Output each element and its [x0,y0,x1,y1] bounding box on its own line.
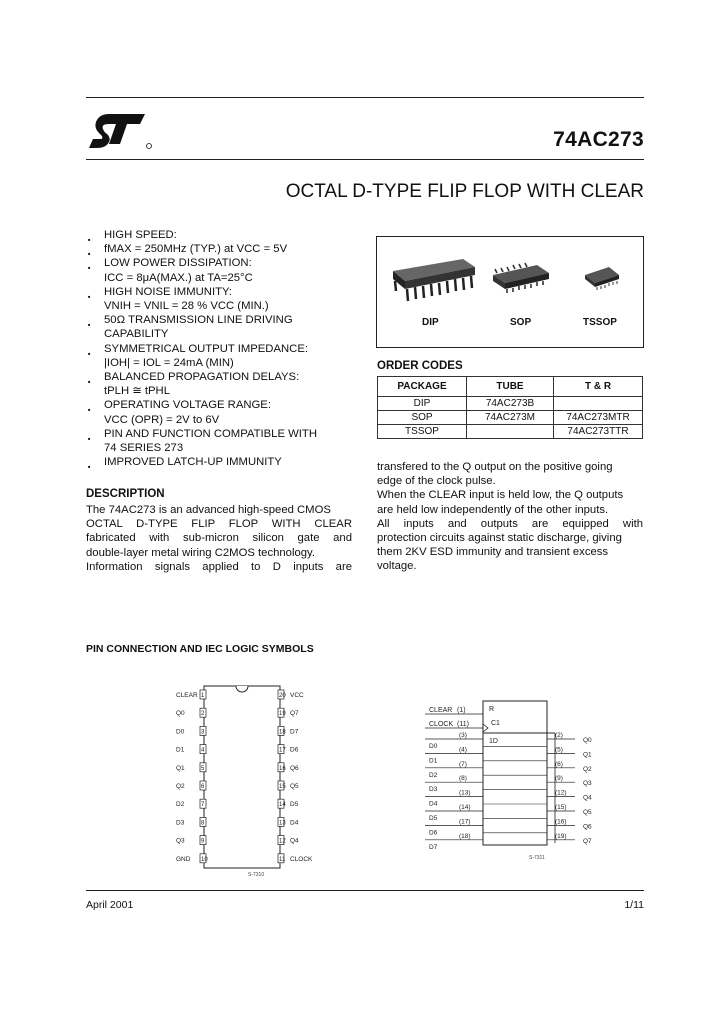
dip-package-icon [393,259,475,301]
pin-label-right: VCC [290,692,304,699]
text-line: fabricated with sub-micron silicon gate and [86,532,352,545]
iec-d-label: D7 [429,843,438,851]
pin-number-right: 15 [279,784,286,790]
pin-number-right: 11 [279,856,286,863]
feature-list [86,228,356,469]
text-line: The 74AC273 is an advanced high-speed CMOS [86,504,331,516]
table-header-row [378,377,643,397]
table-cell: 74AC273TTR [554,425,643,439]
bullet-icon: ■ [88,379,91,385]
bullet-icon: ■ [88,322,91,328]
iec-block-label: 1D [489,738,498,745]
pin-label-right: Q6 [290,764,299,772]
bullet-icon: ■ [88,293,91,299]
iec-d-label: D2 [429,771,438,779]
iec-q-label: Q1 [583,751,592,759]
feature-text: ICC = 8μA(MAX.) at TA=25°C [104,271,253,284]
package-drawings [377,237,643,347]
table-row [378,425,643,439]
diagram-code: S-7310 [248,872,265,878]
iec-d-label: D5 [429,815,438,822]
column-header: TUBE [467,377,554,397]
feature-item [86,271,356,285]
iec-q-label: Q7 [583,837,592,845]
pin-number-left: 9 [201,838,205,845]
iec-q-num: (15) [555,804,567,811]
pin-label-right: D7 [290,728,299,736]
iec-block-label: C1 [491,720,500,727]
iec-q-label: Q2 [583,765,592,773]
iec-q-num: (9) [555,775,563,783]
feature-text: CAPABILITY [104,328,169,341]
feature-item [86,313,356,327]
feature-item [86,455,356,469]
pin-number-right: 17 [279,747,286,754]
feature-item [86,398,356,412]
iec-block-label: R [489,706,495,713]
iec-input-num: (1) [457,707,466,714]
bullet-icon: ■ [88,251,91,257]
feature-text: VNIH = VNIL = 28 % VCC (MIN.) [104,300,269,313]
feature-text: LOW POWER DISSIPATION: [104,257,252,270]
iec-d-num: (4) [459,746,467,754]
feature-item [86,384,356,398]
feature-item [86,299,356,313]
feature-item [86,370,356,384]
package-label-dip: DIP [422,317,439,328]
feature-text: fMAX = 250MHz (TYP.) at VCC = 5V [104,243,288,256]
iec-input-label: CLEAR [429,707,453,714]
iec-q-label: Q3 [583,780,592,788]
iec-q-num: (12) [555,789,567,797]
column-header: PACKAGE [378,377,467,397]
description-right [377,460,643,574]
pin-label-left: CLEAR [176,692,198,699]
pin-number-left: 10 [201,856,208,863]
iec-d-num: (17) [459,818,471,826]
iec-q-num: (19) [555,832,567,840]
document-title: OCTAL D-TYPE FLIP FLOP WITH CLEAR [285,181,644,202]
package-label-tssop: TSSOP [583,317,617,328]
iec-d-num: (3) [459,732,467,739]
bullet-icon: ■ [88,265,91,271]
tssop-package-icon [585,267,619,290]
feature-text: IMPROVED LATCH-UP IMMUNITY [104,456,282,469]
pin-number-right: 20 [279,693,286,699]
pin-label-right: Q7 [290,710,299,718]
feature-item [86,327,356,341]
pin-label-left: Q3 [176,837,185,845]
iec-q-num: (2) [555,732,563,739]
text-line: All inputs and outputs are equipped with [377,517,643,530]
feature-item [86,242,356,256]
bullet-icon: ■ [88,350,91,356]
iec-d-label: D0 [429,743,438,750]
pin-label-right: CLOCK [290,855,313,863]
text-line: are held low independently of the other inputs. [377,503,609,516]
feature-item [86,285,356,299]
iec-d-num: (7) [459,760,467,768]
text-line: OCTAL D-TYPE FLIP FLOP WITH CLEAR [86,518,352,531]
order-codes-table [377,376,643,439]
bullet-icon: ■ [88,237,91,242]
pin-number-left: 7 [201,802,205,809]
pin-label-left: D3 [176,819,185,827]
pin-label-left: D2 [176,801,185,809]
table-cell: 74AC273M [467,411,554,425]
table-cell [554,397,643,411]
pin-number-right: 13 [279,820,286,827]
pin-number-right: 14 [279,802,286,809]
pin-label-right: D6 [290,746,299,754]
feature-item [86,427,356,441]
iec-q-label: Q0 [583,737,592,744]
feature-text: tPLH ≅ tPHL [104,385,170,398]
pin-number-left: 3 [201,729,205,736]
pin-number-left: 1 [201,693,205,699]
feature-item [86,413,356,427]
table-cell: SOP [378,411,467,425]
feature-item [86,256,356,270]
pin-label-right: Q4 [290,837,299,845]
iec-d-num: (14) [459,804,471,811]
pin-number-right: 18 [279,729,286,736]
iec-q-num: (5) [555,746,563,754]
footer-date: April 2001 [86,899,134,911]
column-header: T & R [554,377,643,397]
table-row [378,411,643,425]
pin-number-right: 19 [279,711,286,718]
feature-text: PIN AND FUNCTION COMPATIBLE WITH [104,427,317,440]
iec-d-label: D6 [429,829,438,837]
pin-label-left: GND [176,855,191,863]
title-rule [86,159,644,160]
footer-rule [86,890,644,891]
description-heading: DESCRIPTION [86,488,165,500]
table-cell: 74AC273B [467,397,554,411]
st-logo-graphic [87,112,153,152]
table-cell [467,425,554,439]
text-line: double-layer metal wiring C2MOS technology. [86,546,315,559]
text-line: edge of the clock pulse. [377,475,496,488]
text-line: Information signals applied to D inputs are [86,560,352,573]
pin-label-left: D0 [176,728,185,736]
top-rule [86,97,644,98]
bullet-icon: ■ [88,435,91,441]
iec-input-label: CLOCK [429,721,454,728]
iec-input-num: (11) [457,721,469,728]
feature-text: 50Ω TRANSMISSION LINE DRIVING [104,314,293,327]
pin-label-left: Q1 [176,764,185,772]
pin-label-right: D4 [290,819,299,827]
feature-text: VCC (OPR) = 2V to 6V [104,413,220,426]
iec-d-num: (18) [459,832,471,840]
dip-pinout-diagram [170,682,320,882]
feature-text: BALANCED PROPAGATION DELAYS: [104,371,300,384]
text-line: protection circuits against static discharge, giving [377,532,622,545]
table-row [378,397,643,411]
feature-text: HIGH NOISE IMMUNITY: [104,285,233,298]
iec-q-label: Q4 [583,794,592,802]
feature-item [86,342,356,356]
feature-text: 74 SERIES 273 [104,442,184,455]
text-line: them 2KV ESD immunity and transient excess [377,546,609,559]
pin-number-left: 4 [201,747,205,754]
bullet-icon: ■ [88,407,91,413]
table-cell: DIP [378,397,467,411]
footer-page: 1/11 [624,899,644,911]
pin-number-right: 16 [279,765,286,772]
iec-q-num: (16) [555,818,567,826]
iec-q-label: Q5 [583,809,592,816]
description-left [86,503,352,574]
package-label-sop: SOP [510,317,532,328]
pin-number-left: 8 [201,820,205,827]
pin-number-right: 12 [279,838,286,845]
iec-q-label: Q6 [583,823,592,831]
pin-number-left: 6 [201,784,205,790]
iec-logic-symbol [425,695,605,865]
feature-item [86,441,356,455]
package-images [376,236,644,348]
iec-d-label: D3 [429,786,438,794]
table-cell: TSSOP [378,425,467,439]
order-codes-heading: ORDER CODES [377,360,463,372]
feature-text: HIGH SPEED: [104,229,177,241]
bullet-icon: ■ [88,464,91,470]
feature-text: OPERATING VOLTAGE RANGE: [104,399,271,412]
feature-text: |IOH| = IOL = 24mA (MIN) [104,356,234,369]
pin-number-left: 5 [201,765,205,772]
sop-package-icon [493,263,549,293]
pin-label-right: D5 [290,801,299,809]
iec-d-label: D1 [429,757,438,765]
text-line: voltage. [377,560,417,573]
pin-label-left: Q2 [176,783,185,790]
text-line: When the CLEAR input is held low, the Q outputs [377,489,624,502]
feature-text: SYMMETRICAL OUTPUT IMPEDANCE: [104,342,308,355]
pin-label-right: Q5 [290,783,299,790]
feature-item [86,228,356,242]
feature-item [86,356,356,370]
iec-d-label: D4 [429,800,438,808]
iec-d-num: (8) [459,775,467,783]
st-logo [87,112,153,152]
iec-d-num: (13) [459,789,471,797]
pin-label-left: D1 [176,746,185,754]
pin-section-heading: PIN CONNECTION AND IEC LOGIC SYMBOLS [86,643,314,655]
part-number: 74AC273 [553,128,644,151]
pin-number-left: 2 [201,711,205,718]
text-line: transfered to the Q output on the positive going [377,461,613,473]
table-cell: 74AC273MTR [554,411,643,425]
iec-q-num: (6) [555,760,563,768]
diagram-code: S-7311 [529,855,545,861]
pin-label-left: Q0 [176,710,185,718]
